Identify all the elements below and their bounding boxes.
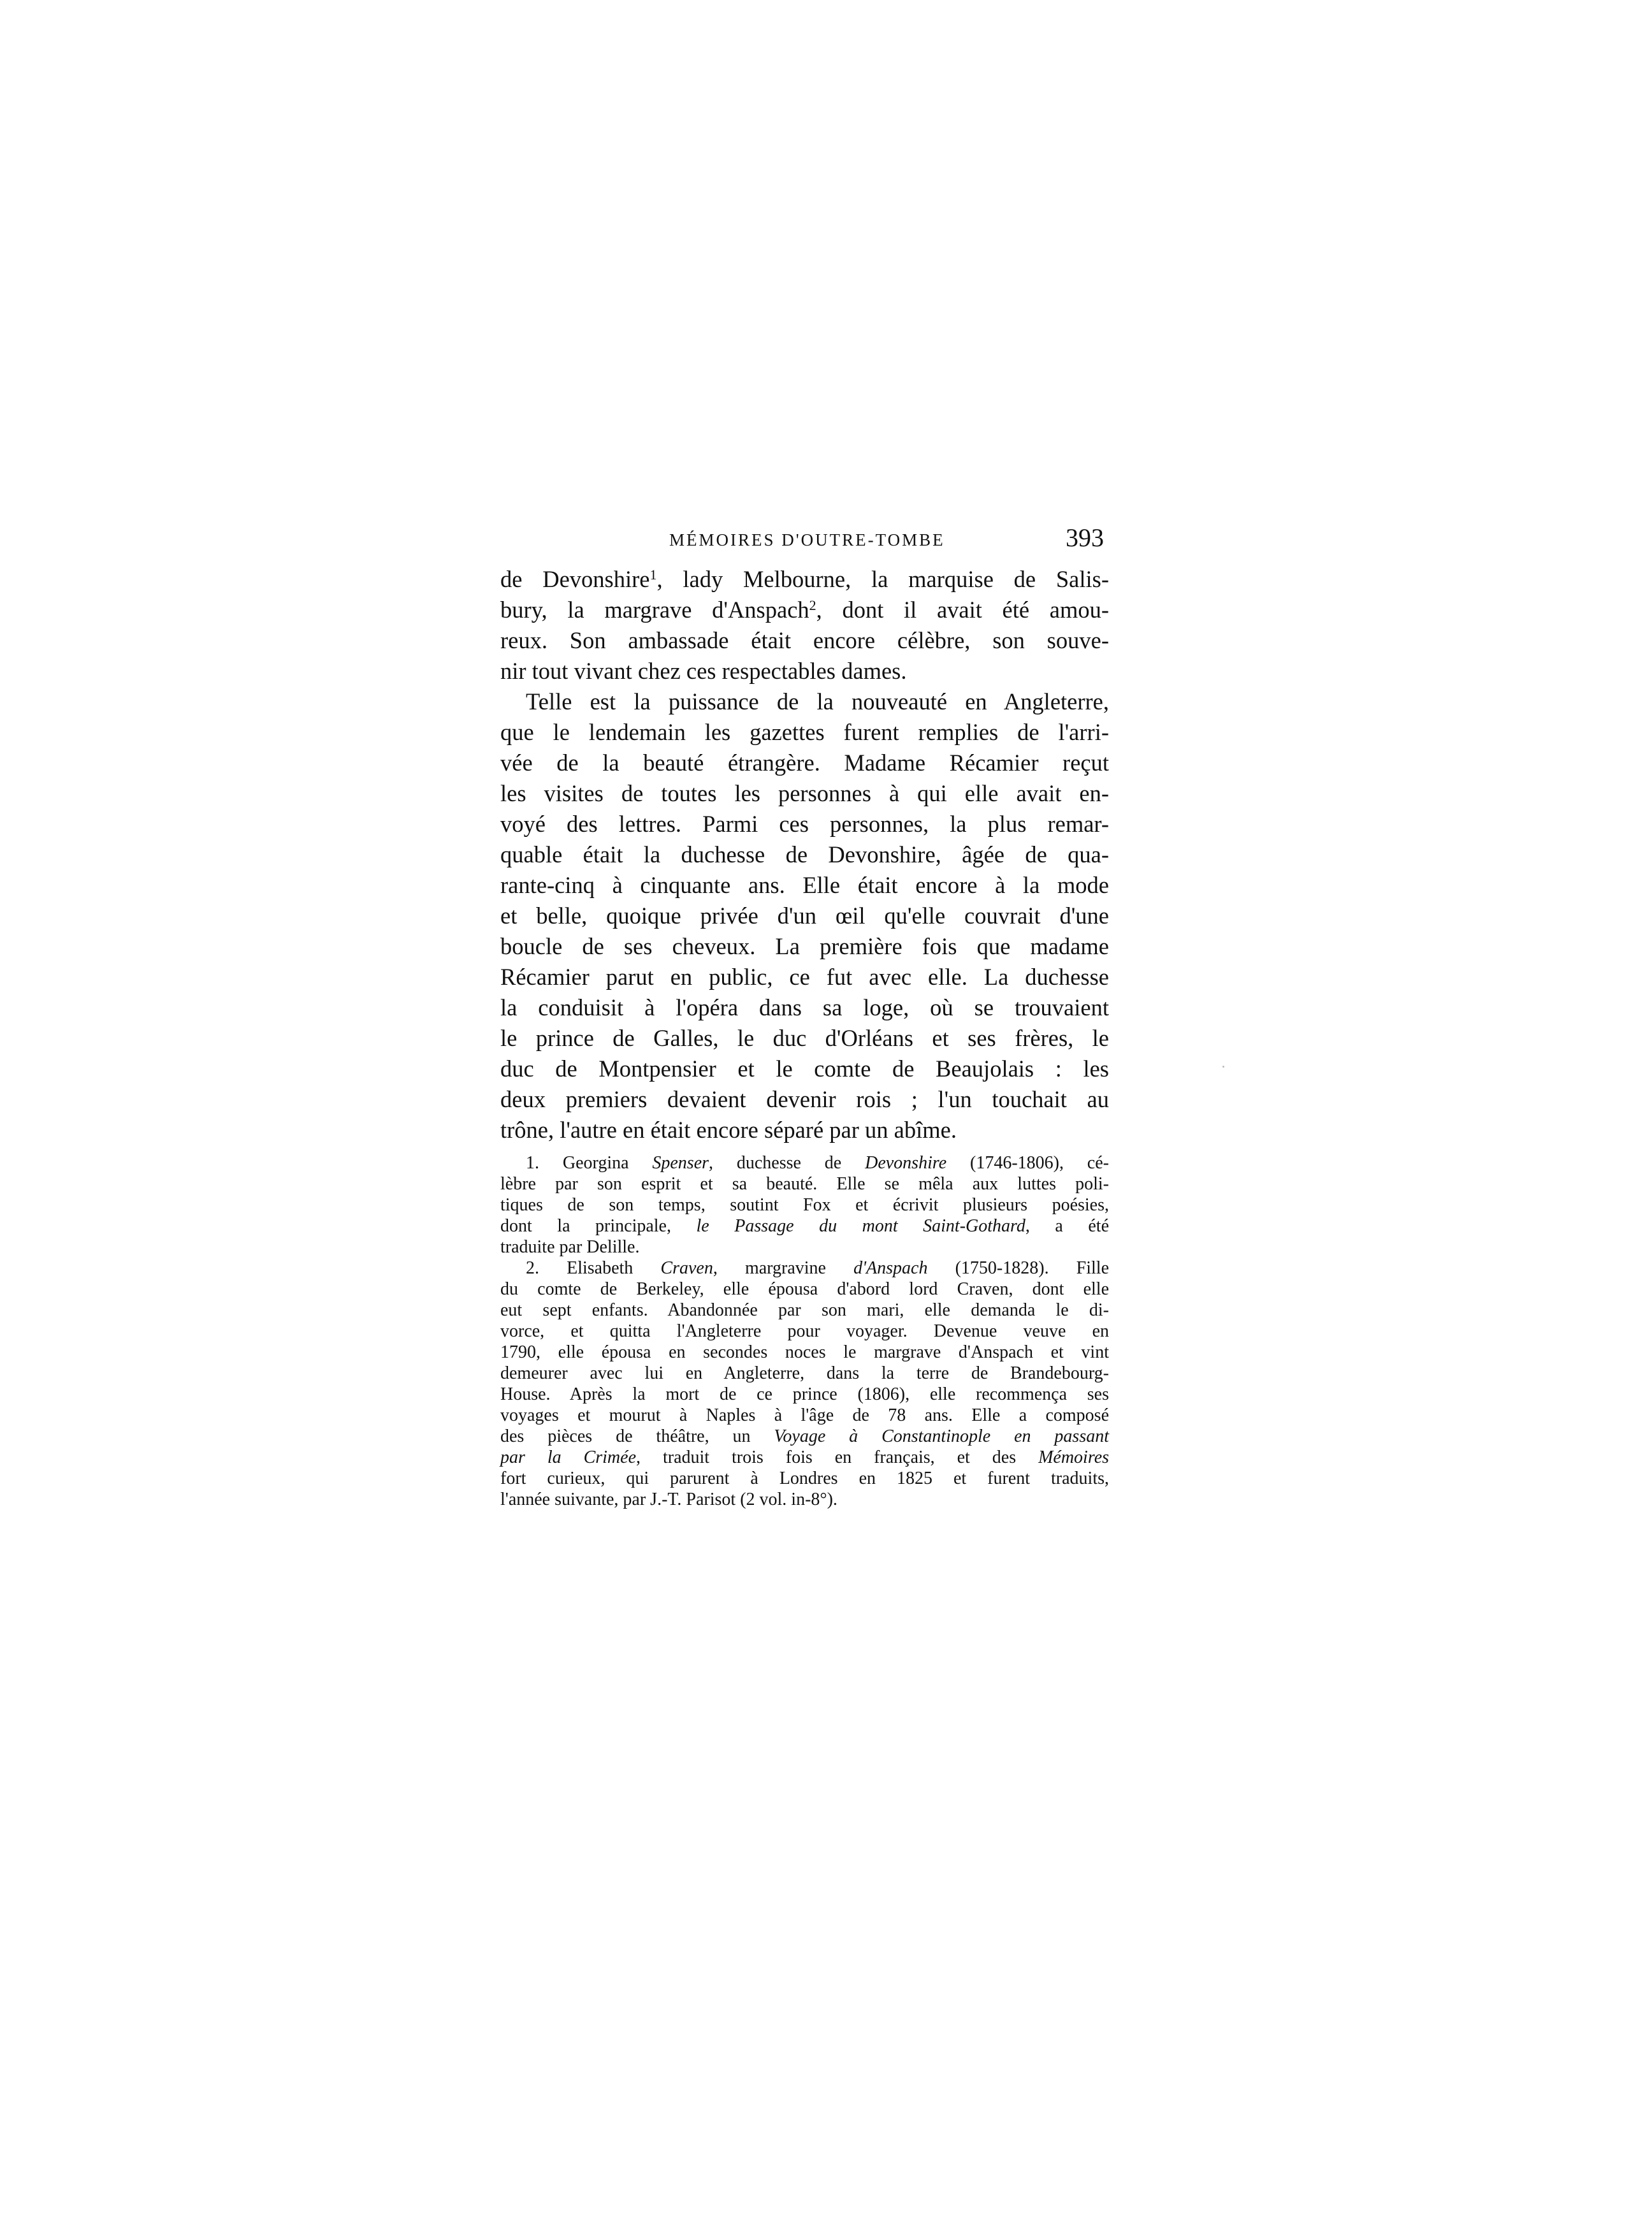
italic-span: d'Anspach [853, 1258, 928, 1278]
text-line: lèbre par son esprit et sa beauté. Elle se mêla aux luttes poli- [500, 1174, 1109, 1194]
text-span: , lady Melbourne, la marquise de Salis- [656, 566, 1110, 592]
text-line: boucle de ses cheveux. La première fois que madame [500, 933, 1109, 959]
text-span: dont la principale, [500, 1216, 697, 1236]
text-line: tiques de son temps, soutint Fox et écrivit plusieurs poésies, [500, 1195, 1109, 1215]
text-span: , dont il avait été amou- [816, 597, 1109, 623]
text-line: les visites de toutes les personnes à qui elle avait en- [500, 780, 1109, 806]
text-line: que le lendemain les gazettes furent remplies de l'arri- [500, 719, 1109, 745]
text-line: la conduisit à l'opéra dans sa loge, où se trouvaient [500, 994, 1109, 1020]
text-span: bury, la margrave d'Anspach [500, 597, 809, 623]
text-line: traduite par Delille. [500, 1237, 640, 1257]
main-text [500, 564, 1109, 1145]
italic-span: Devonshire [865, 1153, 947, 1173]
page-header [500, 523, 1109, 555]
text-line: deux premiers devaient devenir rois ; l'un touchait au [500, 1086, 1109, 1112]
italic-span: Craven [660, 1258, 713, 1278]
text-line: voyé des lettres. Parmi ces personnes, la plus remar- [500, 811, 1109, 837]
scan-speck [1222, 1066, 1224, 1068]
italic-span: Voyage à Constantinople en passant [774, 1427, 1109, 1446]
text-span: (1750-1828). Fille [927, 1258, 1110, 1278]
text-line: le prince de Galles, le duc d'Orléans et ses frères, le [500, 1025, 1109, 1051]
running-title: MÉMOIRES D'OUTRE-TOMBE [669, 530, 945, 549]
text-line: duc de Montpensier et le comte de Beaujolais : les [500, 1056, 1109, 1082]
paragraph-2 [500, 686, 1109, 1145]
text-line: du comte de Berkeley, elle épousa d'abord lord Craven, dont elle [500, 1279, 1109, 1299]
text-line: l'année suivante, par J.-T. Parisot (2 vol. in-8°). [500, 1490, 837, 1509]
text-line: quable était la duchesse de Devonshire, âgée de qua- [500, 841, 1109, 868]
text-line [500, 1426, 1109, 1447]
text-line [500, 1258, 1109, 1279]
paragraph-1 [500, 564, 1109, 686]
text-line: Récamier parut en public, ce fut avec elle. La duchesse [500, 964, 1109, 990]
footnote-1 [500, 1152, 1109, 1258]
text-line [500, 1216, 1109, 1237]
text-line: 1790, elle épousa en secondes noces le margrave d'Anspach et vint [500, 1342, 1109, 1362]
text-span: (1746-1806), cé- [946, 1153, 1109, 1173]
italic-span: par la Crimée [500, 1448, 637, 1467]
text-line: eut sept enfants. Abandonnée par son mari, elle demanda le di- [500, 1300, 1109, 1320]
text-line: nir tout vivant chez ces respectables dames. [500, 658, 907, 684]
text-line [500, 1447, 1109, 1468]
text-span: des pièces de théâtre, un [500, 1427, 774, 1446]
text-span: , a été [1025, 1216, 1110, 1236]
text-span: de Devonshire [500, 566, 650, 592]
text-line [500, 595, 1109, 625]
text-line: et belle, quoique privée d'un œil qu'elle couvrait d'une [500, 903, 1109, 929]
text-line: House. Après la mort de ce prince (1806), elle recommença ses [500, 1384, 1109, 1404]
text-line [500, 1152, 1109, 1173]
page-number: 393 [1066, 523, 1104, 552]
italic-span: le Passage du mont Saint-Gothard [696, 1216, 1025, 1236]
footnote-2 [500, 1258, 1109, 1510]
text-span: , traduit trois fois en français, et des [636, 1448, 1039, 1467]
italic-span: Mémoires [1038, 1448, 1110, 1467]
text-span: 2. Elisabeth [526, 1258, 661, 1278]
text-line: fort curieux, qui parurent à Londres en 1825 et furent traduits, [500, 1469, 1109, 1488]
text-span: 1. Georgina [526, 1153, 653, 1173]
text-line: voyages et mourut à Naples à l'âge de 78 ans. Elle a composé [500, 1405, 1109, 1425]
text-line: vée de la beauté étrangère. Madame Récamier reçut [500, 750, 1109, 776]
text-span: , margravine [713, 1258, 854, 1278]
text-span: , duchesse de [709, 1153, 866, 1173]
footnotes [500, 1152, 1109, 1510]
text-line [500, 564, 1109, 595]
italic-span: Spenser [652, 1153, 709, 1173]
text-line: demeurer avec lui en Angleterre, dans la terre de Brandebourg- [500, 1363, 1109, 1383]
text-line: reux. Son ambassade était encore célèbre, son souve- [500, 627, 1109, 653]
text-line: vorce, et quitta l'Angleterre pour voyager. Devenue veuve en [500, 1321, 1109, 1341]
footnote-ref-2: 2 [809, 597, 816, 613]
text-line: Telle est la puissance de la nouveauté en Angleterre, [526, 688, 1109, 715]
text-line: rante-cinq à cinquante ans. Elle était encore à la mode [500, 872, 1109, 898]
footnote-ref-1: 1 [649, 567, 657, 583]
text-line: trône, l'autre en était encore séparé par un abîme. [500, 1117, 957, 1143]
